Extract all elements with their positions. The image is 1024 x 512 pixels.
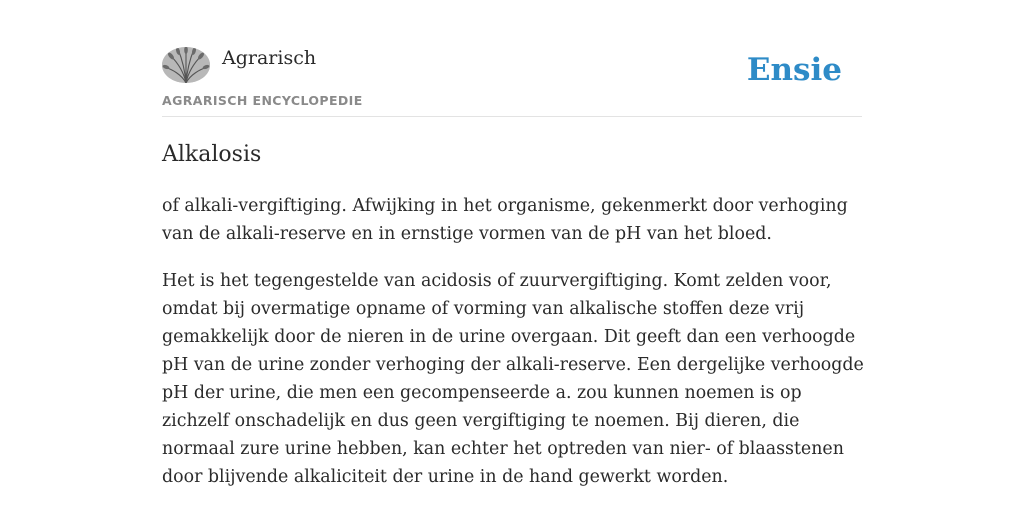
source-subtitle[interactable]: AGRARISCH ENCYCLOPEDIE [162, 93, 363, 108]
wheat-sheaf-icon[interactable] [162, 47, 210, 83]
page-title: Alkalosis [162, 142, 262, 167]
source-name[interactable]: Agrarisch [222, 47, 317, 69]
article-body [162, 192, 864, 510]
header [162, 44, 862, 117]
brand-logo[interactable]: Ensie [746, 52, 842, 88]
paragraph: Het is het tegengestelde van acidosis of zuurvergiftiging. Komt zelden voor, omdat bij overmatige opname of vorming van alkalische stoffen deze vrij gemakkelijk door de nieren in de urine overgaan. Dit geeft dan een verhoogde pH van de urine zonder verhoging der alkali-reserve. Een dergelijke verhoogde pH der urine, die men een gecompenseerde a. zou kunnen noemen is op zichzelf onschadelijk en dus geen vergiftiging te noemen. Bij dieren, die normaal zure urine hebben, kan echter het optreden van nier- of blaasstenen door blijvende alkaliciteit der urine in de hand gewerkt worden. [162, 271, 864, 487]
paragraph: of alkali-vergiftiging. Afwijking in het organisme, gekenmerkt door verhoging van de alkali-reserve en in ernstige vormen van de pH van het bloed. [162, 196, 848, 244]
